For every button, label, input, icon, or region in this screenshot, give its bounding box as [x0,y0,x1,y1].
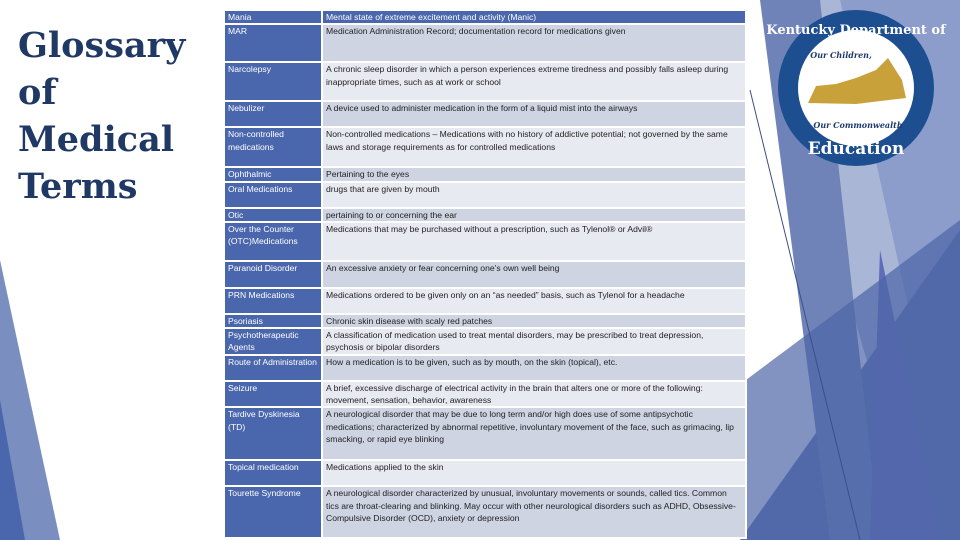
definition-cell: Medications applied to the skin [322,460,746,486]
table-row [224,167,746,181]
term-cell: Over the Counter (OTC)Medications [224,222,322,261]
term-cell: Otic [224,208,322,222]
definition-cell: drugs that are given by mouth [322,182,746,208]
definition-cell: Pertaining to the eyes [322,167,746,181]
term-cell: Nebulizer [224,101,322,127]
table-row [224,381,746,408]
term-cell: Oral Medications [224,182,322,208]
term-cell: Mania [224,10,322,24]
term-cell: Psychotherapeutic Agents [224,328,322,355]
kentucky-education-logo [766,8,946,168]
term-cell: Seizure [224,381,322,408]
definition-cell: Mental state of extreme excitement and activity (Manic) [322,10,746,24]
definition-cell: A chronic sleep disorder in which a person experiences extreme tiredness and possibly falls asleep during inappropriate times, such as at work or school [322,62,746,101]
term-cell: Tourette Syndrome [224,486,322,538]
table-row [224,10,746,24]
term-cell: Psoriasis [224,314,322,328]
definition-cell: Chronic skin disease with scaly red patches [322,314,746,328]
svg-text:Education: Education [807,139,905,159]
definition-cell: Non-controlled medications – Medications with no history of addictive potential; not governed by the same laws and storage requirements as for controlled medications [322,127,746,167]
definition-cell: Medications ordered to be given only on an “as needed” basis, such as Tylenol for a headache [322,288,746,314]
table-row [224,101,746,127]
glossary-table [223,9,747,539]
term-cell: MAR [224,24,322,62]
term-cell: Narcolepsy [224,62,322,101]
table-row [224,486,746,538]
svg-text:Kentucky Department of: Kentucky Department of [766,23,946,38]
definition-cell: A device used to administer medication in the form of a liquid mist into the airways [322,101,746,127]
term-cell: Route of Administration [224,355,322,381]
definition-cell: A neurological disorder that may be due to long term and/or high does use of some antipsychotic medications; characterized by abnormal repetitive, involuntary movement of the face, such as grimacing, lip smacking, or rapid eye blinking [322,407,746,460]
table-row [224,222,746,261]
definition-cell: An excessive anxiety or fear concerning one’s own well being [322,261,746,288]
table-row [224,24,746,62]
table-row [224,182,746,208]
svg-text:Our Children,: Our Children, [810,50,872,60]
table-row [224,407,746,460]
term-cell: Ophthalmic [224,167,322,181]
table-row [224,288,746,314]
definition-cell: Medications that may be purchased without a prescription, such as Tylenol® or Advil® [322,222,746,261]
definition-cell: A neurological disorder characterized by unusual, involuntary movements or sounds, called tics. Common tics are throat-clearing and blinking. May occur with other neurological disorders such as ADHD, Obsessive-Compulsive Disorder (OCD), anxiety or depression [322,486,746,538]
table-row [224,460,746,486]
table-row [224,328,746,355]
term-cell: Tardive Dyskinesia (TD) [224,407,322,460]
table-row [224,208,746,222]
table-row [224,127,746,167]
definition-cell: A classification of medication used to treat mental disorders, may be prescribed to treat depression, psychosis or bipolar disorders [322,328,746,355]
table-row [224,261,746,288]
definition-cell: How a medication is to be given, such as by mouth, on the skin (topical), etc. [322,355,746,381]
table-row [224,314,746,328]
definition-cell: pertaining to or concerning the ear [322,208,746,222]
svg-text:Our Commonwealth: Our Commonwealth [813,120,903,130]
table-row [224,62,746,101]
definition-cell: A brief, excessive discharge of electrical activity in the brain that alters one or more of the following: movement, sensation, behavior, awareness [322,381,746,408]
table-row [224,355,746,381]
term-cell: PRN Medications [224,288,322,314]
page-title: Glossary of Medical Terms [18,25,186,207]
term-cell: Topical medication [224,460,322,486]
definition-cell: Medication Administration Record; documentation record for medications given [322,24,746,62]
term-cell: Non-controlled medications [224,127,322,167]
term-cell: Paranoid Disorder [224,261,322,288]
